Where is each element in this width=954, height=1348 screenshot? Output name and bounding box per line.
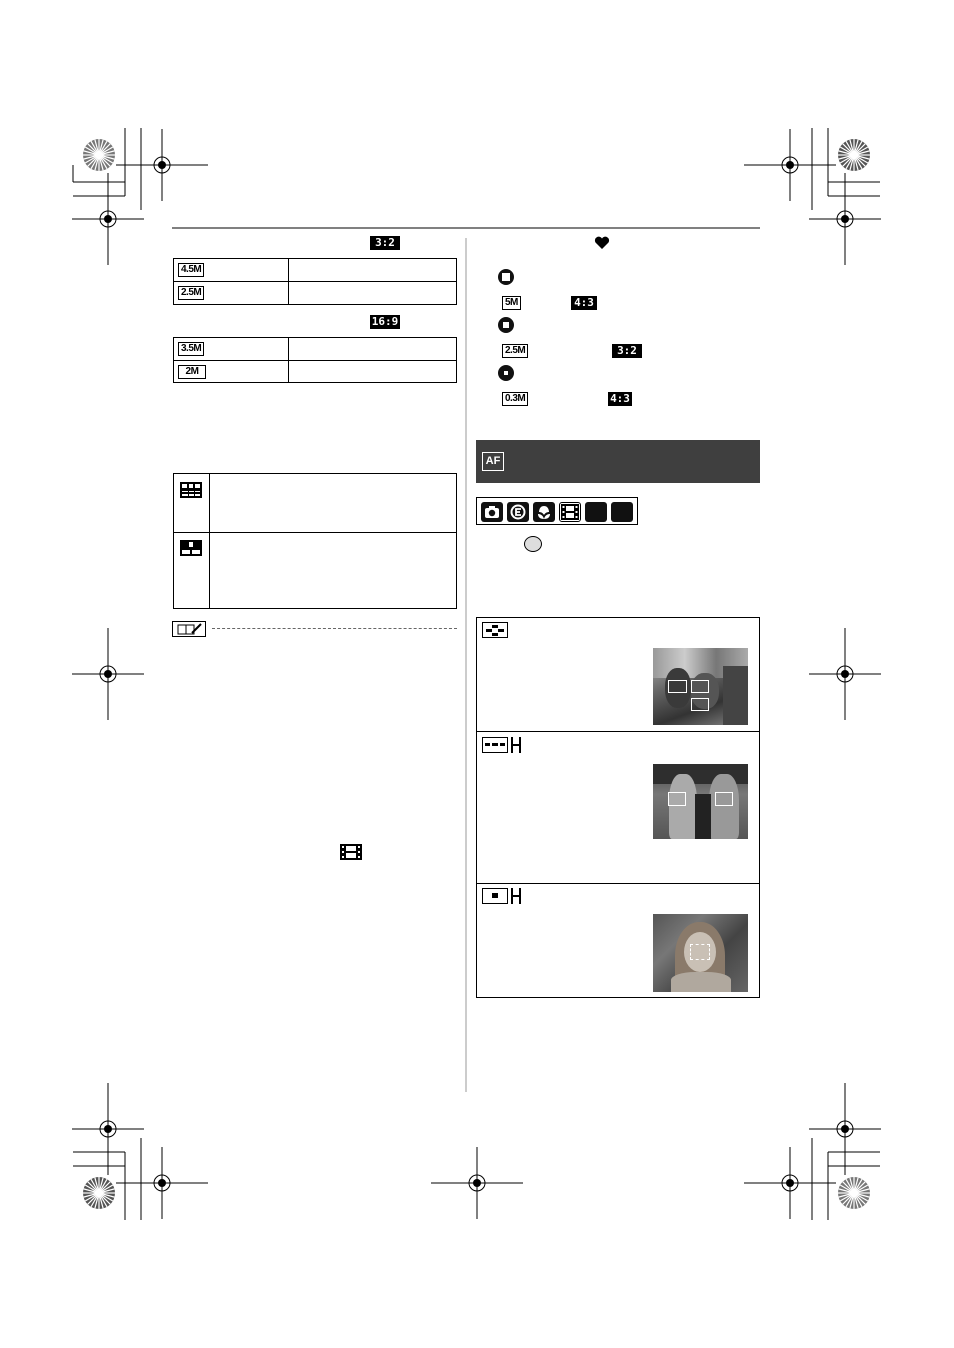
- standard-quality-icon: [180, 540, 202, 556]
- size-icon: 2M: [178, 365, 206, 379]
- multi-area-example-photo: [653, 648, 748, 725]
- one-area-high-speed-icon: [482, 887, 522, 905]
- size-icon: 4.5M: [178, 263, 204, 277]
- aspect-16-9-badge: 16:9: [371, 315, 399, 328]
- note-icon: [172, 621, 206, 637]
- round-button-icon: [524, 536, 542, 552]
- note-divider: [212, 628, 457, 629]
- size-small-icon: [498, 365, 514, 381]
- size-icon: 3.5M: [178, 342, 204, 356]
- af-section-header: [476, 440, 760, 483]
- quality-table: [173, 473, 457, 609]
- fine-quality-icon: [180, 482, 202, 498]
- af-mode-multi-area: [476, 617, 760, 732]
- size-icon: 2.5M: [178, 286, 204, 300]
- macro-icon: [533, 502, 555, 522]
- aspect-4-3-badge: 4:3: [608, 392, 632, 406]
- motion-picture-icon: [559, 502, 581, 522]
- camera-icon: [481, 502, 503, 522]
- size-medium-icon: [498, 317, 514, 333]
- three-area-high-speed-icon: [482, 736, 522, 754]
- scene-icon: [585, 502, 607, 522]
- simple-mode-icon: [507, 502, 529, 522]
- aspect-3-2-badge: 3:2: [612, 344, 642, 358]
- af-mode-three-area-high-speed: [476, 731, 760, 884]
- af-mode-one-area-high-speed: [476, 883, 760, 998]
- size-table-3-2: [173, 258, 457, 305]
- heart-icon: [594, 236, 610, 250]
- size-table-16-9: [173, 337, 457, 383]
- three-area-example-photo: [653, 764, 748, 839]
- size-icon: 5M: [502, 296, 521, 310]
- scene2-icon: [611, 502, 633, 522]
- aspect-3-2-badge: 3:2: [370, 236, 400, 250]
- available-modes: [476, 497, 638, 525]
- multi-area-icon: [482, 622, 508, 638]
- size-icon: 0.3M: [502, 392, 528, 406]
- one-area-example-photo: [653, 914, 748, 992]
- size-large-icon: [498, 269, 514, 285]
- af-icon: AF: [482, 452, 504, 471]
- size-icon: 2.5M: [502, 344, 528, 358]
- aspect-4-3-badge: 4:3: [571, 296, 597, 310]
- motion-picture-icon: [340, 843, 362, 861]
